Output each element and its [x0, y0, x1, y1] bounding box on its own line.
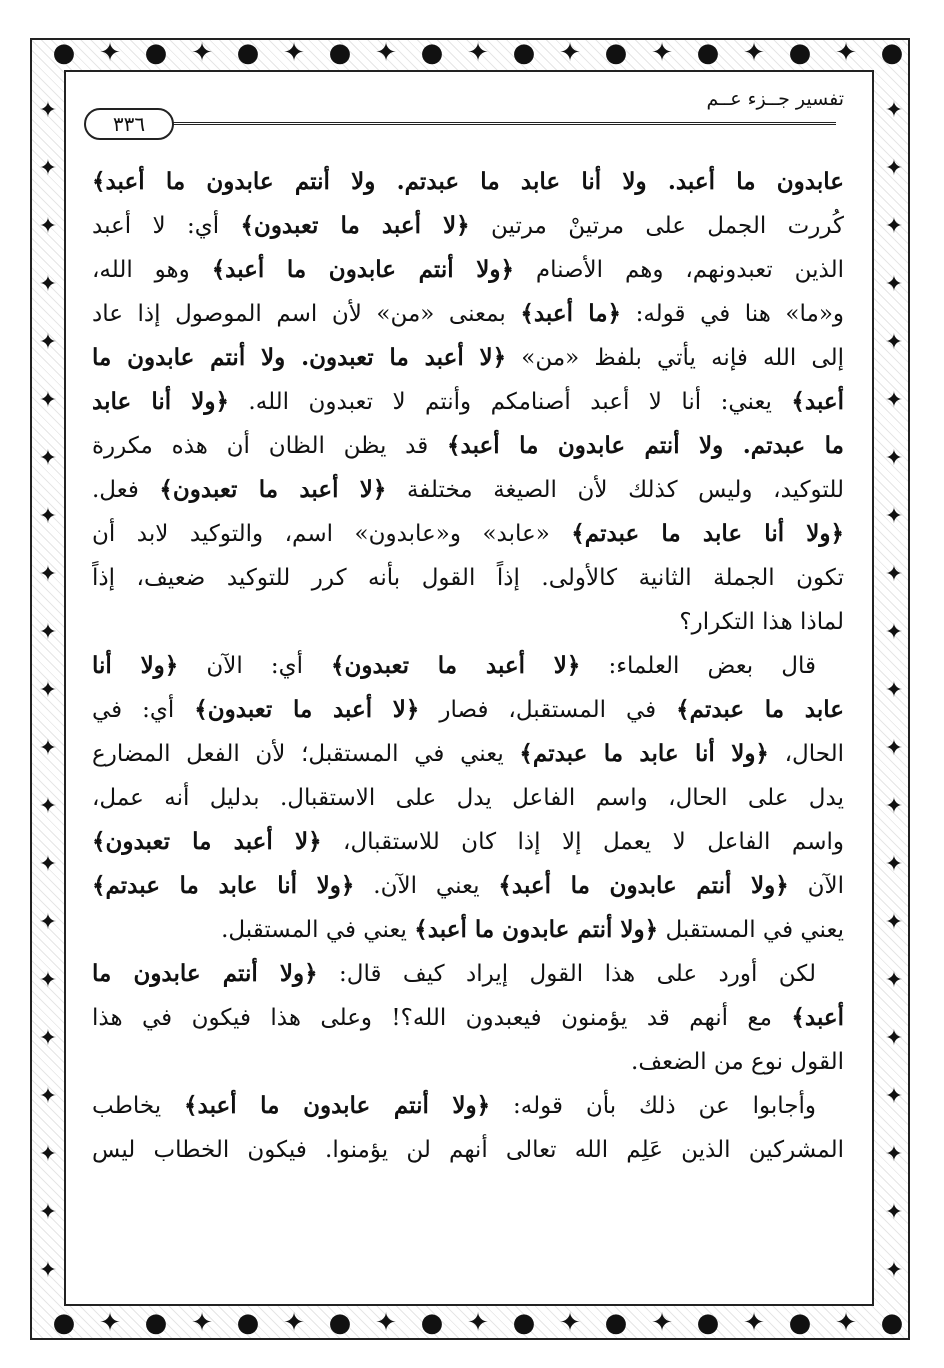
- text-line: المشركين الذين عَلِم الله تعالى أنهم لن يؤمنوا. فيكون الخطاب ليس: [92, 1137, 844, 1163]
- ornament-icon: ✦: [38, 98, 58, 123]
- text-line: لماذا هذا التكرار؟: [679, 609, 844, 635]
- ornament-icon: ●: [604, 1308, 628, 1338]
- text-line: عابد ما عبدتم﴾ في المستقبل، فصار ﴿لا أعبد ما تعبدون﴾ أي: في: [92, 696, 844, 723]
- ornament-icon: ●: [604, 38, 628, 68]
- ornament-icon: ✦: [884, 852, 904, 877]
- ornament-icon: ✦: [191, 38, 213, 68]
- ornament-icon: ✦: [884, 620, 904, 645]
- ornament-icon: ✦: [884, 98, 904, 123]
- ornament-icon: ●: [328, 1308, 352, 1338]
- text-line: الآن ﴿ولا أنتم عابدون ما أعبد﴾ يعني الآن. ﴿ولا أنا عابد ما عبدتم﴾: [92, 872, 844, 899]
- text-line: كُررت الجمل على مرتينْ مرتين ﴿لا أعبد ما تعبدون﴾ أي: لا أعبد: [92, 212, 844, 239]
- ornament-icon: ●: [880, 1308, 904, 1338]
- ornament-icon: ●: [512, 1308, 536, 1338]
- text-line: ما عبدتم. ولا أنتم عابدون ما أعبد﴾ قد يظن الظان أن هذه مكررة: [92, 432, 844, 459]
- text-line: قال بعض العلماء: ﴿لا أعبد ما تعبدون﴾ أي: الآن ﴿ولا أنا: [92, 652, 816, 679]
- ornament-icon: ●: [420, 1308, 444, 1338]
- ornament-icon: ✦: [884, 1258, 904, 1283]
- ornament-icon: ✦: [884, 1084, 904, 1109]
- text-line: القول نوع من الضعف.: [631, 1049, 844, 1075]
- ornament-icon: ✦: [38, 272, 58, 297]
- ornament-icon: ✦: [884, 968, 904, 993]
- ornament-icon: ●: [512, 38, 536, 68]
- ornament-icon: ●: [420, 38, 444, 68]
- ornament-icon: ✦: [38, 794, 58, 819]
- ornament-icon: ✦: [38, 678, 58, 703]
- body-text: [92, 160, 844, 1172]
- ornament-icon: ✦: [467, 38, 489, 68]
- text-line: يعني في المستقبل ﴿ولا أنتم عابدون ما أعبد﴾ يعني في المستقبل.: [221, 916, 844, 943]
- ornament-icon: ●: [144, 1308, 168, 1338]
- header-rule: [92, 122, 836, 125]
- ornament-icon: ✦: [191, 1308, 213, 1338]
- text-line: للتوكيد، وليس كذلك لأن الصيغة مختلفة ﴿لا أعبد ما تعبدون﴾ فعل.: [92, 476, 844, 503]
- ornament-icon: ●: [788, 1308, 812, 1338]
- ornament-icon: ✦: [884, 272, 904, 297]
- text-line: ﴿ولا أنا عابد ما عبدتم﴾ «عابد» و«عابدون» اسم، والتوكيد لابد أن: [92, 520, 844, 547]
- text-line: أعبد﴾ يعني: أنا لا أعبد أصنامكم وأنتم لا تعبدون الله. ﴿ولا أنا عابد: [92, 388, 844, 415]
- ornament-icon: ●: [328, 38, 352, 68]
- ornament-icon: ✦: [99, 38, 121, 68]
- ornament-icon: ✦: [884, 794, 904, 819]
- ornament-icon: ✦: [467, 1308, 489, 1338]
- running-header-title: تفسير جــزء عــم: [706, 88, 844, 110]
- ornament-icon: ✦: [375, 38, 397, 68]
- text-line: وأجابوا عن ذلك بأن قوله: ﴿ولا أنتم عابدون ما أعبد﴾ يخاطب: [92, 1092, 816, 1119]
- ornament-icon: ●: [52, 38, 76, 68]
- ornament-icon: ✦: [884, 446, 904, 471]
- ornament-icon: ✦: [375, 1308, 397, 1338]
- ornament-icon: ✦: [38, 330, 58, 355]
- ornament-icon: ✦: [38, 562, 58, 587]
- ornament-icon: ✦: [38, 214, 58, 239]
- ornament-icon: ●: [696, 38, 720, 68]
- ornament-icon: ✦: [38, 1258, 58, 1283]
- ornament-icon: ●: [880, 38, 904, 68]
- ornament-icon: ✦: [884, 562, 904, 587]
- ornament-icon: ✦: [835, 1308, 857, 1338]
- ornament-icon: ✦: [38, 1142, 58, 1167]
- ornament-icon: ✦: [38, 1200, 58, 1225]
- ornament-icon: ✦: [559, 38, 581, 68]
- ornament-icon: ✦: [99, 1308, 121, 1338]
- text-line: عابدون ما أعبد. ولا أنا عابد ما عبدتم. ولا أنتم عابدون ما أعبد﴾: [92, 168, 844, 195]
- ornament-icon: ✦: [884, 1200, 904, 1225]
- ornament-icon: ●: [52, 1308, 76, 1338]
- text-line: أعبد﴾ مع أنهم قد يؤمنون فيعبدون الله؟! وعلى هذا فيكون في هذا: [92, 1004, 844, 1031]
- ornament-icon: ✦: [38, 620, 58, 645]
- ornament-icon: ✦: [38, 1084, 58, 1109]
- ornament-icon: ✦: [884, 156, 904, 181]
- ornament-icon: ✦: [283, 38, 305, 68]
- text-line: و«ما» هنا في قوله: ﴿ما أعبد﴾ بمعنى «من» لأن اسم الموصول إذا عاد: [92, 300, 844, 327]
- ornament-icon: ✦: [38, 388, 58, 413]
- ornament-icon: ✦: [651, 38, 673, 68]
- text-line: تكون الجملة الثانية كالأولى. إذاً القول بأنه كرر للتوكيد ضعيف، إذاً: [92, 565, 844, 591]
- ornament-icon: ✦: [38, 446, 58, 471]
- ornament-icon: ✦: [559, 1308, 581, 1338]
- ornament-icon: ✦: [884, 388, 904, 413]
- text-line: واسم الفاعل لا يعمل إلا إذا كان للاستقبال، ﴿لا أعبد ما تعبدون﴾: [92, 828, 844, 855]
- ornament-icon: ●: [236, 1308, 260, 1338]
- ornament-icon: ✦: [283, 1308, 305, 1338]
- text-line: الذين تعبدونهم، وهم الأصنام ﴿ولا أنتم عابدون ما أعبد﴾ وهو الله،: [92, 256, 844, 283]
- ornament-icon: ●: [696, 1308, 720, 1338]
- ornament-icon: ✦: [884, 214, 904, 239]
- ornament-icon: ●: [788, 38, 812, 68]
- ornament-icon: ✦: [38, 156, 58, 181]
- ornament-icon: ●: [144, 38, 168, 68]
- ornament-icon: ✦: [884, 1026, 904, 1051]
- ornament-icon: ✦: [884, 1142, 904, 1167]
- page-number: ٣٣٦: [84, 108, 174, 140]
- ornament-icon: ✦: [38, 504, 58, 529]
- ornament-icon: ✦: [884, 504, 904, 529]
- ornament-icon: ✦: [651, 1308, 673, 1338]
- ornament-icon: ✦: [884, 330, 904, 355]
- text-line: يدل على الحال، واسم الفاعل يدل على الاستقبال. بدليل أنه عمل،: [92, 785, 844, 811]
- text-line: لكن أورد على هذا القول إيراد كيف قال: ﴿ولا أنتم عابدون ما: [92, 960, 816, 987]
- ornament-icon: ✦: [884, 678, 904, 703]
- ornament-icon: ✦: [38, 910, 58, 935]
- ornament-icon: ✦: [884, 910, 904, 935]
- ornament-icon: ✦: [38, 968, 58, 993]
- ornament-icon: ✦: [743, 1308, 765, 1338]
- ornament-icon: ✦: [38, 736, 58, 761]
- ornament-icon: ✦: [743, 38, 765, 68]
- text-line: إلى الله فإنه يأتي بلفظ «من» ﴿لا أعبد ما تعبدون. ولا أنتم عابدون ما: [92, 344, 844, 371]
- ornament-icon: ✦: [884, 736, 904, 761]
- ornament-icon: ●: [236, 38, 260, 68]
- ornament-icon: ✦: [38, 1026, 58, 1051]
- ornament-icon: ✦: [38, 852, 58, 877]
- ornament-icon: ✦: [835, 38, 857, 68]
- text-line: الحال، ﴿ولا أنا عابد ما عبدتم﴾ يعني في المستقبل؛ لأن الفعل المضارع: [92, 740, 844, 767]
